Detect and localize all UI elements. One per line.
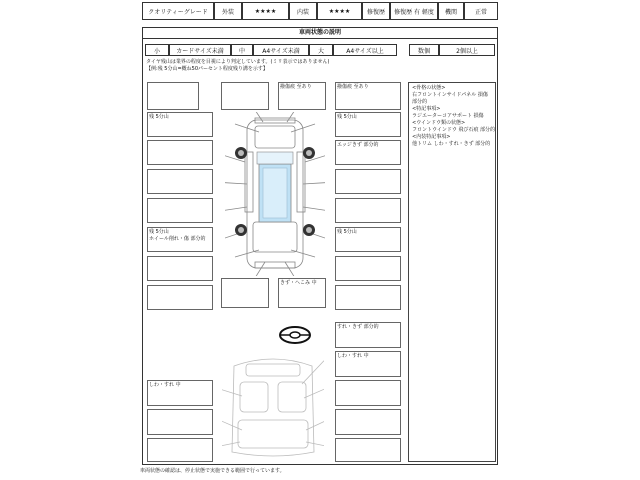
- condition-box: [147, 438, 213, 462]
- label-wheel-damage: ホイール削れ・傷 部分的: [149, 236, 206, 242]
- note-interior-heading: <内装特記事項>: [412, 134, 451, 140]
- note-special-line: ラジエーターコアサポート 損傷: [412, 113, 484, 119]
- condition-box: [147, 82, 199, 110]
- condition-box: [335, 380, 401, 406]
- right-notes-box: [408, 82, 496, 462]
- note-special-heading: <特記事項>: [412, 106, 441, 112]
- legend-medium-desc: A4サイズ未満: [253, 44, 309, 56]
- note-frame-line-2: 部分的: [412, 99, 428, 105]
- legend-large-desc: A4サイズ以上: [333, 44, 397, 56]
- tire-note-example: 【例:残 5分山=概ね50パーセント程度残り溝を示す】: [146, 66, 268, 72]
- legend-small-desc: カードサイズ未満: [169, 44, 231, 56]
- label-front-scratch-2: 撥傷痕 至あり: [337, 84, 369, 90]
- footer-note: 車両状態の確認は、停止状態で実施できる範囲で行っています。: [140, 468, 285, 474]
- label-interior-left-wear: しわ・すれ 中: [149, 382, 181, 388]
- header-interior-rating: ★★★★: [317, 2, 362, 20]
- condition-box: [147, 285, 213, 310]
- header-repair-history-label: 修復歴: [362, 2, 390, 20]
- label-tire-rear-right: 残 5分山: [337, 229, 357, 235]
- condition-box: [335, 409, 401, 435]
- note-interior-line: 他トリム しわ・すれ・きず 部分的: [412, 141, 491, 147]
- condition-box: [335, 285, 401, 310]
- note-window-heading: <ウインドウ類の状態>: [412, 120, 466, 126]
- condition-box: [335, 438, 401, 462]
- condition-box: [147, 409, 213, 435]
- condition-box: [147, 198, 213, 223]
- legend-large-label: 大: [309, 44, 333, 56]
- header-quality-grade-label: クオリティーグレード: [142, 2, 214, 20]
- condition-box: [335, 169, 401, 194]
- header-engine-value: 正常: [464, 2, 498, 20]
- condition-box: [147, 256, 213, 281]
- condition-box: [221, 278, 269, 308]
- label-tire-front-left: 残 5分山: [149, 114, 169, 120]
- condition-box: [147, 169, 213, 194]
- header-interior-label: 内装: [289, 2, 317, 20]
- header-exterior-rating: ★★★★: [242, 2, 289, 20]
- note-window-line: フロントウインドウ 飛び石痕 部分的: [412, 127, 496, 133]
- label-seat-wear: しわ・すれ 中: [337, 353, 369, 359]
- note-frame-line-1: 右フロントインサイドパネル 損傷: [412, 92, 488, 98]
- label-tire-rear-left: 残 5分山: [149, 229, 169, 235]
- legend-medium-label: 中: [231, 44, 253, 56]
- label-steering-wear: すれ・きず 部分的: [337, 324, 379, 330]
- condition-box: [221, 82, 269, 110]
- steering-wheel-icon: [278, 325, 312, 345]
- tire-note: タイヤ残山は業界の程度を目視により判定しています。(ミリ表示ではありません): [146, 59, 330, 65]
- condition-box: [335, 198, 401, 223]
- car-exterior-diagram: [225, 112, 325, 276]
- header-engine-label: 機関: [438, 2, 464, 20]
- panel-title: 車両状態の説明: [142, 27, 498, 39]
- label-edge-scratch: エッジきず 部分的: [337, 142, 379, 148]
- label-tire-front-right: 残 5分山: [337, 114, 357, 120]
- condition-box: [147, 140, 213, 165]
- header-repair-history-value: 修復歴 有 軽度: [390, 2, 438, 20]
- legend-several-desc: 2個以上: [439, 44, 495, 56]
- header-exterior-label: 外装: [214, 2, 242, 20]
- condition-box: [335, 256, 401, 281]
- note-frame-heading: <骨格の状態>: [412, 85, 446, 91]
- label-front-scratch-1: 撥傷痕 至あり: [280, 84, 312, 90]
- legend-several-label: 数個: [409, 44, 439, 56]
- car-interior-diagram: [222, 356, 324, 460]
- label-rear-dent: きず・へこみ 中: [280, 280, 317, 286]
- legend-small-label: 小: [145, 44, 169, 56]
